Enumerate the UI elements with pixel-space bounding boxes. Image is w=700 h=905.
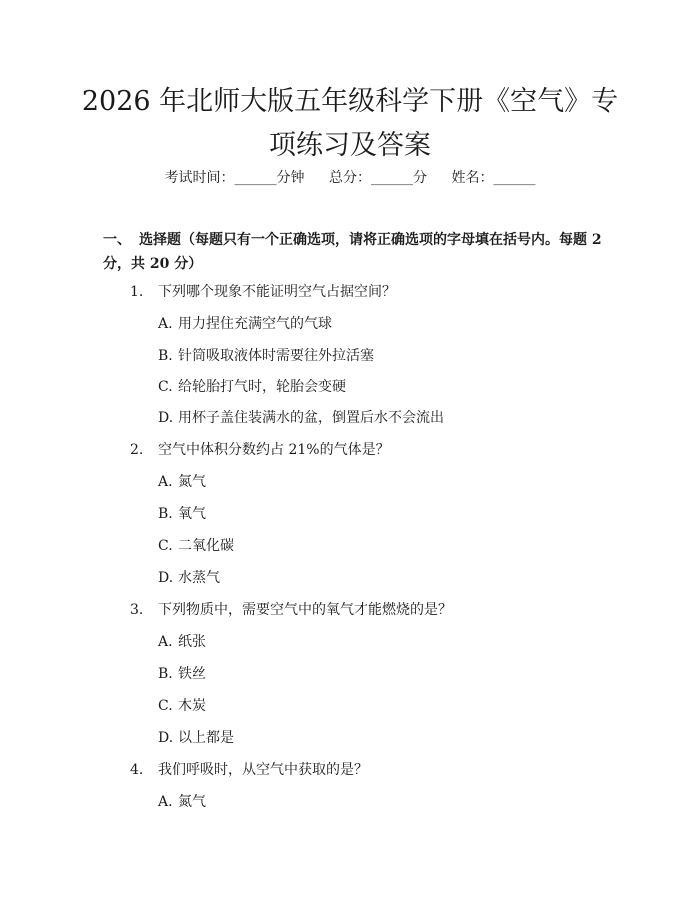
option-letter: A. — [158, 474, 173, 490]
option-text: 氮气 — [178, 794, 206, 810]
option-text: 用杯子盖住装满水的盆，倒置后水不会流出 — [178, 410, 444, 426]
section-text: 选择题（每题只有一个正确选项，请将正确选项的字母填在括号内。每题 2 分，共 20 分） — [103, 232, 602, 272]
option-letter: C. — [158, 698, 173, 714]
option-letter: D. — [158, 730, 174, 746]
option-letter: C. — [158, 538, 173, 554]
option-text: 二氧化碳 — [178, 538, 234, 554]
option-letter: C. — [158, 379, 173, 395]
option-letter: A. — [158, 794, 173, 810]
option-text: 以上都是 — [178, 730, 234, 746]
option-text: 铁丝 — [178, 666, 206, 682]
option-letter: D. — [158, 410, 174, 426]
option-text: 氮气 — [178, 474, 206, 490]
answer-option — [158, 504, 206, 524]
answer-option — [158, 408, 444, 428]
section-number: 一、 — [103, 232, 131, 248]
answer-option — [158, 377, 346, 397]
answer-option — [158, 792, 206, 812]
title-line-2: 项练习及答案 — [269, 130, 431, 161]
answer-option — [158, 472, 206, 492]
question-text: 下列哪个现象不能证明空气占据空间？ — [158, 284, 396, 300]
question-number: 3. — [130, 602, 144, 618]
title-line-1: 2026 年北师大版五年级科学下册《空气》专 — [81, 86, 619, 117]
page-title — [60, 80, 640, 168]
answer-option — [158, 696, 206, 716]
answer-option — [158, 632, 206, 652]
question-number: 4. — [130, 762, 144, 778]
student-name-field: 姓名：______ — [451, 170, 536, 186]
question-text: 我们呼吸时，从空气中获取的是？ — [158, 762, 368, 778]
option-text: 纸张 — [178, 634, 206, 650]
answer-option — [158, 664, 206, 684]
question — [130, 600, 452, 620]
exam-meta — [0, 168, 700, 188]
option-text: 用力捏住充满空气的气球 — [178, 316, 332, 332]
option-text: 针筒吸取液体时需要往外拉活塞 — [178, 348, 374, 364]
answer-option — [158, 346, 374, 366]
question-text: 下列物质中，需要空气中的氧气才能燃烧的是？ — [158, 602, 452, 618]
answer-option — [158, 728, 234, 748]
option-text: 给轮胎打气时，轮胎会变硬 — [178, 379, 346, 395]
question — [130, 760, 368, 780]
option-text: 木炭 — [178, 698, 206, 714]
total-score-field: 总分：______分 — [329, 170, 427, 186]
section-heading — [103, 228, 603, 276]
option-letter: B. — [158, 506, 173, 522]
option-letter: B. — [158, 666, 173, 682]
option-text: 水蒸气 — [178, 570, 220, 586]
question-number: 2. — [130, 442, 144, 458]
question-text: 空气中体积分数约占 21%的气体是？ — [158, 442, 390, 458]
question-number: 1. — [130, 284, 144, 300]
answer-option — [158, 568, 220, 588]
answer-option — [158, 536, 234, 556]
question — [130, 282, 396, 302]
option-letter: A. — [158, 634, 173, 650]
exam-time-field: 考试时间：______分钟 — [164, 170, 305, 186]
option-text: 氧气 — [178, 506, 206, 522]
question — [130, 440, 390, 460]
answer-option — [158, 314, 332, 334]
option-letter: B. — [158, 348, 173, 364]
option-letter: A. — [158, 316, 173, 332]
option-letter: D. — [158, 570, 174, 586]
